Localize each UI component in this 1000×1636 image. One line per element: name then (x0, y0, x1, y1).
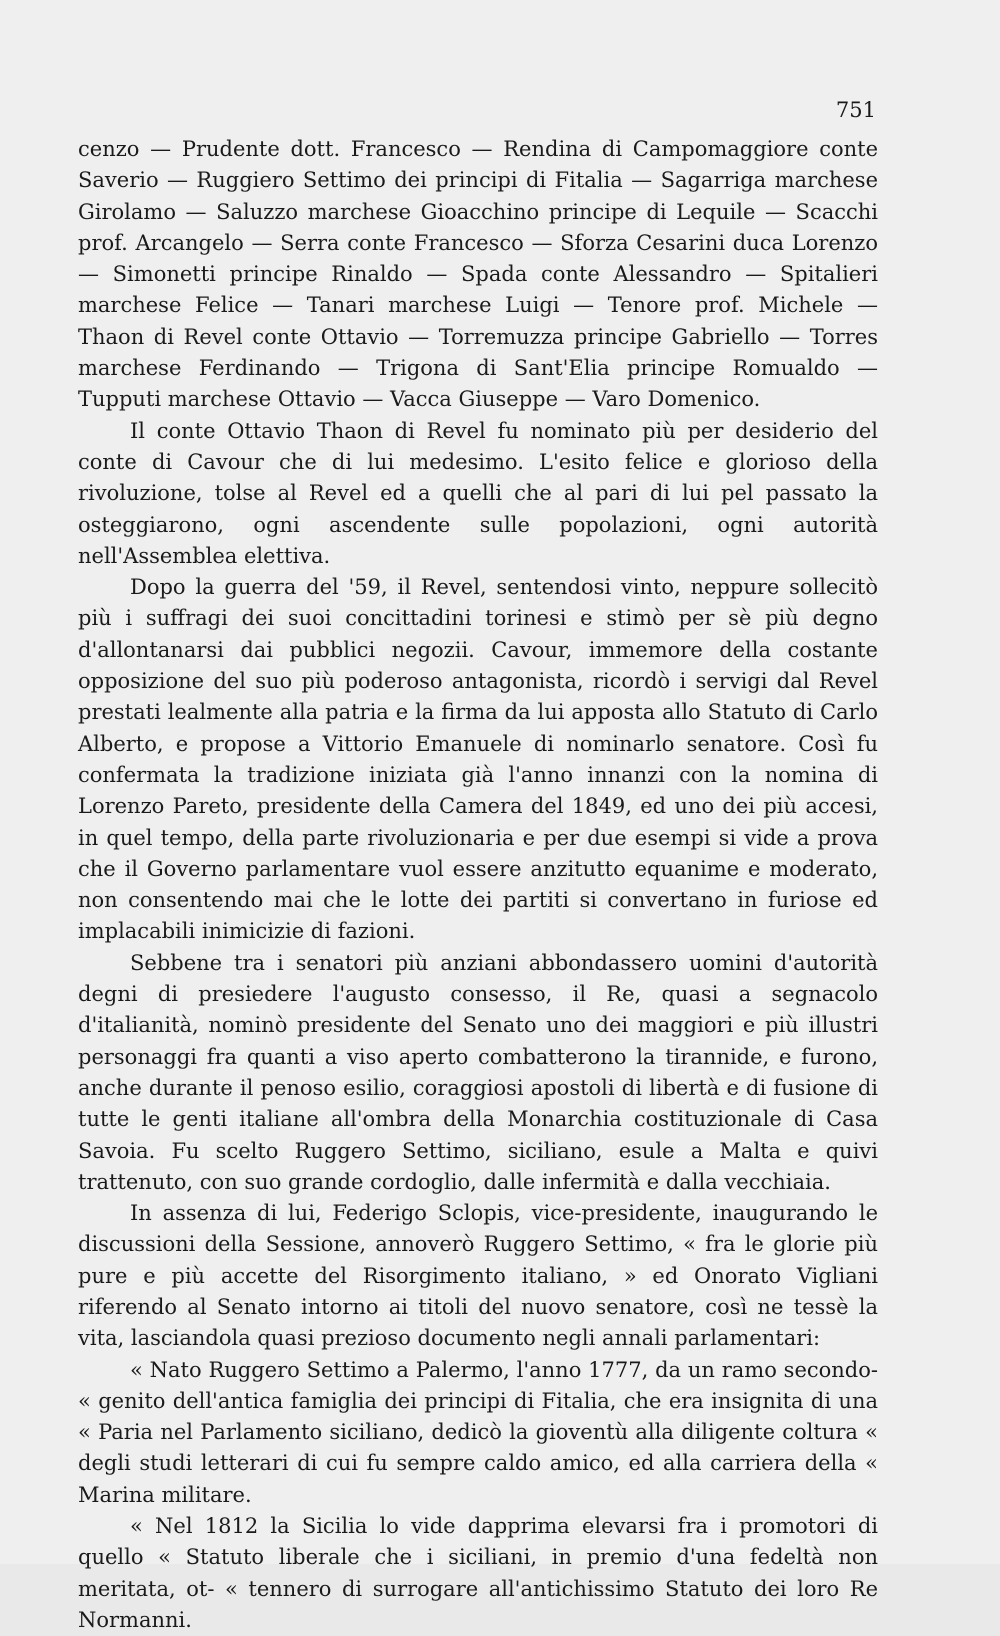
page-number: 751 (835, 98, 876, 122)
paragraph-senate-president: Sebbene tra i senatori più anziani abbondassero uomini d'autorità degni di presiedere l'augusto consesso, il Re, quasi a segnacolo d'italianità, nominò presidente del Senato uno dei maggiori e più illustri personaggi fra quanti a viso aperto combatterono la tirannide, e furono, anche durante il penoso esilio, coraggiosi apostoli di libertà e di fusione di tutte le genti italiane all'ombra della Monarchia costituzionale di Casa Savoia. Fu scelto Ruggero Settimo, siciliano, esule a Malta e quivi trattenuto, con suo grande cordoglio, dalle infermità e dalla vecchiaia. (78, 950, 878, 1194)
paragraph-after-war: Dopo la guerra del '59, il Revel, sentendosi vinto, neppure sollecitò più i suffragi dei suoi concittadini torinesi e stimò per sè più degno d'allontanarsi dai pubblici negozii. Cavour, immemore della costante opposizione del suo più poderoso antagonista, ricordò i servigi dal Revel prestati lealmente alla patria e la firma da lui apposta allo Statuto di Carlo Alberto, e propose a Vittorio Emanuele di nominarlo senatore. Così fu confermata la tradizione iniziata già l'anno innanzi con la nomina di Lorenzo Pareto, presidente della Camera del 1849, ed uno dei più accesi, in quel tempo, della parte rivoluzionaria e per due esempi si vide a prova che il Governo parlamentare vuol essere anzitutto equanime e moderato, non consentendo mai che le lotte dei partiti si convertano in furiose ed implacabili inimicizie di fazioni. (78, 575, 878, 944)
body-text (78, 134, 878, 1636)
paragraph-sclopis: In assenza di lui, Federigo Sclopis, vice-presidente, inaugurando le discussioni della Sessione, annoverò Ruggero Settimo, « fra le glorie più pure e più accette del Risorgimento italiano, » ed Onorato Vigliani riferendo al Senato intorno ai titoli del nuovo senatore, così ne tessè la vita, lasciandola quasi prezioso documento negli annali parlamentari: (78, 1201, 878, 1351)
quote-paragraph-1812: « Nel 1812 la Sicilia lo vide dapprima elevarsi fra i promotori di quello « Statuto liberale che i siciliani, in premio d'una fedeltà non meritata, ot- « tennero di surrogare all'antichissimo Statuto dei loro Re Normanni. (78, 1514, 878, 1632)
paragraph-revel-nomination: Il conte Ottavio Thaon di Revel fu nominato più per desiderio del conte di Cavour che di lui medesimo. L'esito felice e glorioso della rivoluzione, tolse al Revel ed a quelli che al pari di lui pel passato la osteggiarono, ogni ascendente sulle popolazioni, ogni autorità nell'Assemblea elettiva. (78, 418, 878, 568)
paragraph-senator-list: cenzo — Prudente dott. Francesco — Rendina di Campomaggiore conte Saverio — Ruggiero Settimo dei principi di Fitalia — Sagarriga marchese Girolamo — Saluzzo marchese Gioacchino principe di Lequile — Scacchi prof. Arcangelo — Serra conte Francesco — Sforza Cesarini duca Lorenzo — Simonetti principe Rinaldo — Spada conte Alessandro — Spitalieri marchese Felice — Tanari marchese Luigi — Tenore prof. Michele — Thaon di Revel conte Ottavio — Torremuzza principe Gabriello — Torres marchese Ferdinando — Trigona di Sant'Elia principe Romualdo — Tupputi marchese Ottavio — Vacca Giuseppe — Varo Domenico. (78, 137, 878, 412)
quote-paragraph-birth: « Nato Ruggero Settimo a Palermo, l'anno 1777, da un ramo secondo- « genito dell'antica famiglia dei principi di Fitalia, che era insignita di una « Paria nel Parlamento siciliano, dedicò la gioventù alla diligente coltura « degli studi letterari di cui fu sempre caldo amico, ed alla carriera della « Marina militare. (78, 1357, 878, 1507)
